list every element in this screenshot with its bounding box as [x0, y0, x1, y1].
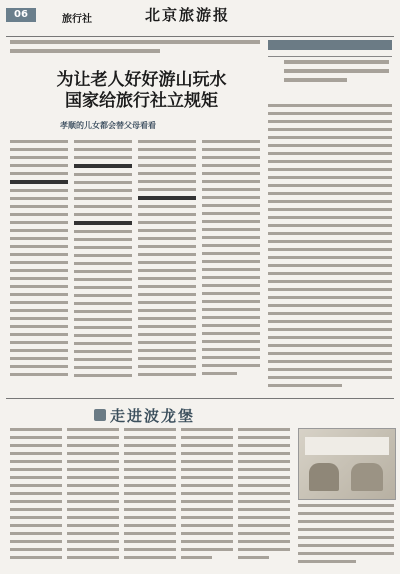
photo-figure — [309, 463, 339, 491]
column-name: 旅行社 — [62, 14, 92, 25]
photo-caption-placeholder — [298, 504, 394, 566]
section-divider — [6, 398, 394, 399]
feature-header — [10, 405, 310, 425]
body-column — [74, 140, 132, 380]
feature-photo — [298, 428, 396, 500]
main-headline — [24, 70, 259, 112]
body-column — [202, 140, 260, 380]
headline-line-1: 为让老人好好游山玩水 — [56, 70, 227, 90]
feature-body-placeholder — [10, 428, 290, 566]
page-number: 06 — [6, 8, 36, 22]
intro-text-placeholder — [10, 40, 260, 58]
header-rule — [6, 36, 394, 37]
body-column — [10, 140, 68, 380]
sidebar-title-placeholder — [284, 60, 389, 87]
feature-title: 走进波龙堡 — [110, 407, 196, 425]
masthead: 北京旅游报 — [145, 6, 231, 24]
body-column — [138, 140, 196, 380]
article-body-placeholder — [10, 140, 260, 380]
headline-line-2: 国家给旅行社立规矩 — [65, 91, 218, 111]
feature-column — [67, 428, 119, 566]
feature-column — [238, 428, 290, 566]
photo-banner — [305, 437, 389, 455]
sidebar-header-placeholder — [268, 40, 392, 50]
feature-column — [10, 428, 62, 566]
sidebar-body-placeholder — [268, 104, 392, 394]
sidebar-rule — [268, 56, 392, 57]
feature-column — [124, 428, 176, 566]
article-subhead: 孝顺的儿女都会替父母看看 — [60, 121, 156, 130]
feature-column — [181, 428, 233, 566]
feature-marker-icon — [94, 409, 106, 421]
photo-figure — [351, 463, 383, 491]
